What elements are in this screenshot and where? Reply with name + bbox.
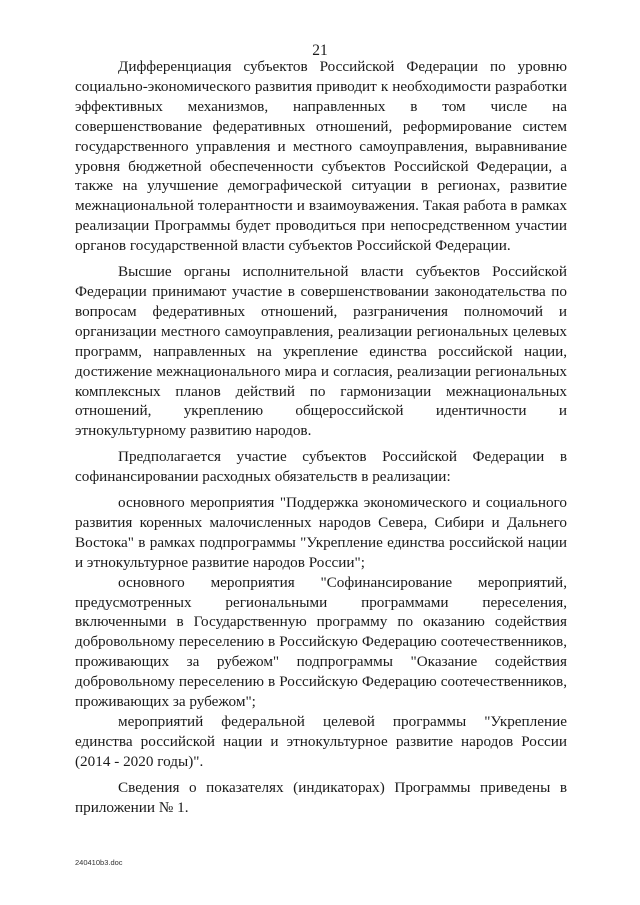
paragraph-cofinancing-intro: Предполагается участие субъектов Российской Федерации в софинансировании расходных обязательств в реализации: [75, 448, 567, 486]
paragraph-executive-bodies: Высшие органы исполнительной власти субъектов Российской Федерации принимают участие в совершенствовании законодательства по вопросам федеративных отношений, разграничения полномочий и организации местного самоуправления, реализации региональных целевых программ, направленных на укрепление единства российской нации, достижение межнационального мира и согласия, реализации региональных комплексных планов действий по гармонизации межнациональных отношений, укреплению общероссийской идентичности и этнокультурному развитию народов. [75, 263, 567, 440]
document-body [75, 57, 567, 824]
page-number: 21 [312, 42, 328, 59]
paragraph-differentiation: Дифференциация субъектов Российской Федерации по уровню социально-экономического развития приводит к необходимости разработки эффективных механизмов, направленных в том числе на совершенствование федеративных отношений, реформирование систем государственного управления и местного самоуправления, выравнивание уровня бюджетной обеспеченности субъектов Российской Федерации, а также на улучшение демографической ситуации в регионах, развитие межнациональной толерантности и взаимоуважения. Такая работа в рамках реализации Программы будет проводиться при непосредственном участии органов государственной власти субъектов Российской Федерации. [75, 58, 567, 255]
list-item-resettlement: основного мероприятия "Софинансирование мероприятий, предусмотренных региональными программами переселения, включенными в Государственную программу по оказанию содействия добровольному переселению в Российскую Федерацию соотечественников, проживающих за рубежом" подпрограммы "Оказание содействия добровольному переселению в Российскую Федерацию соотечественников, проживающих за рубежом"; [75, 573, 567, 711]
paragraph-indicators: Сведения о показателях (индикаторах) Программы приведены в приложении № 1. [75, 778, 567, 816]
list-item-indigenous-peoples: основного мероприятия "Поддержка экономического и социального развития коренных малочисленных народов Севера, Сибири и Дальнего Востока" в рамках подпрограммы "Укрепление единства российской нации и этнокультурное развитие народов России"; [75, 494, 567, 571]
list-item-federal-program: мероприятий федеральной целевой программы "Укрепление единства российской нации и этнокультурное развитие народов России (2014 - 2020 годы)". [75, 713, 567, 770]
footer-filename: 240410b3.doc [75, 858, 123, 867]
